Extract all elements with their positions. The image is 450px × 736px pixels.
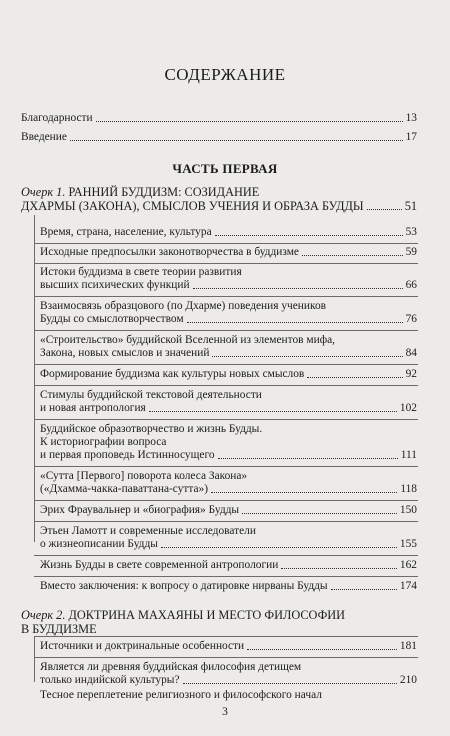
entry-text: («Дхамма-чакка-паваттана-сутта») (40, 483, 209, 495)
toc-subentry[interactable] (40, 389, 417, 415)
entry-text: Эрих Фраувальнер и «биография» Будды (40, 504, 240, 516)
essay-title-line-1: РАННИЙ БУДДИЗМ: СОЗИДАНИЕ (68, 185, 260, 199)
entry-page: 59 (405, 246, 417, 258)
entry-text: Источники и доктринальные особенности (40, 640, 245, 652)
leader-dots (281, 568, 397, 569)
essay-heading-2[interactable] (21, 608, 417, 636)
entry-text: высших психических функций (40, 279, 190, 291)
leader-dots (331, 589, 397, 590)
toc-entry-introduction[interactable] (21, 131, 417, 144)
leader-dots (96, 121, 403, 122)
leader-dots (211, 492, 397, 493)
toc-subentry[interactable] (40, 423, 417, 462)
divider (34, 385, 418, 386)
divider (34, 466, 418, 467)
leader-dots (149, 411, 397, 412)
leader-dots (218, 458, 398, 459)
entry-page: 150 (399, 504, 417, 516)
entry-text: только индийской культуры? (40, 674, 180, 686)
leader-dots (215, 235, 403, 236)
toc-subentry[interactable] (40, 689, 417, 702)
entry-text: Жизнь Будды в свете современной антропологии (40, 559, 279, 571)
toc-entry-acknowledgements[interactable] (21, 112, 417, 125)
divider (34, 364, 418, 365)
entry-text: Взаимосвязь образцового (по Дхарме) поведения учеников (40, 300, 327, 312)
essay-title-line-1: ДОКТРИНА МАХАЯНЫ И МЕСТО ФИЛОСОФИИ (68, 608, 346, 622)
entry-text: Тесное переплетение религиозного и философского начал (40, 689, 322, 701)
leader-dots (187, 322, 403, 323)
essay-page: 51 (404, 199, 417, 213)
divider (34, 636, 418, 637)
leader-dots (367, 209, 402, 210)
entry-page: 53 (405, 226, 417, 238)
toc-subentry[interactable] (40, 226, 417, 239)
divider (34, 243, 418, 244)
leader-dots (183, 683, 397, 684)
entry-page: 13 (405, 112, 417, 124)
toc-subentry[interactable] (40, 334, 417, 360)
leader-dots (70, 140, 403, 141)
toc-subentry[interactable] (40, 559, 417, 572)
entry-text: Введение (21, 131, 67, 143)
leader-dots (161, 547, 397, 548)
entry-page: 118 (400, 483, 417, 495)
entry-page: 92 (405, 368, 417, 380)
leader-dots (212, 356, 402, 357)
entry-page: 76 (405, 313, 417, 325)
divider (34, 657, 418, 658)
section-bracket (34, 215, 35, 542)
toc-subentry[interactable] (40, 246, 417, 259)
divider (34, 419, 418, 420)
entry-text: Время, страна, население, культура (40, 226, 212, 238)
entry-text: Вместо заключения: к вопросу о датировке нирваны Будды (40, 580, 328, 592)
entry-page: 155 (399, 538, 417, 550)
toc-subentry[interactable] (40, 661, 417, 687)
divider (34, 576, 418, 577)
divider (34, 330, 418, 331)
toc-subentry[interactable] (40, 368, 417, 381)
entry-text: Формирование буддизма как культуры новых смыслов (40, 368, 305, 380)
essay-label: Очерк 2. (21, 608, 66, 622)
entry-page: 84 (405, 347, 417, 359)
section-bracket (34, 636, 35, 682)
leader-dots (242, 513, 397, 514)
entry-text: К историографии вопроса (40, 436, 167, 448)
essay-heading-1[interactable] (21, 185, 417, 213)
toc-subentry[interactable] (40, 580, 417, 593)
entry-page: 210 (399, 674, 417, 686)
entry-text: Стимулы буддийской текстовой деятельности (40, 389, 262, 401)
essay-title-line-2: ДХАРМЫ (ЗАКОНА), СМЫСЛОВ УЧЕНИЯ И ОБРАЗА БУДДЫ (21, 199, 364, 213)
entry-text: Этьен Ламотт и современные исследователи (40, 525, 256, 537)
divider (34, 500, 418, 501)
entry-text: «Строительство» буддийской Вселенной из элементов мифа, (40, 334, 335, 346)
entry-text: Буддийское образотворчество и жизнь Будды. (40, 423, 263, 435)
leader-dots (307, 377, 402, 378)
entry-page: 162 (399, 559, 417, 571)
toc-subentry[interactable] (40, 470, 417, 496)
entry-text: Закона, новых смыслов и значений (40, 347, 210, 359)
page-number: 3 (222, 706, 228, 718)
entry-text: и первая проповедь Истинносущего (40, 449, 215, 461)
toc-subentry[interactable] (40, 525, 417, 551)
page-title: СОДЕРЖАНИЕ (164, 65, 286, 84)
entry-text: Будды со смыслотворчеством (40, 313, 184, 325)
toc-subentry[interactable] (40, 300, 417, 326)
toc-subentry[interactable] (40, 266, 417, 292)
entry-text: Благодарности (21, 112, 93, 124)
entry-page: 111 (400, 449, 417, 461)
divider (34, 263, 418, 264)
toc-subentry[interactable] (40, 504, 417, 517)
entry-text: Исходные предпосылки законотворчества в буддизме (40, 246, 299, 258)
leader-dots (302, 255, 403, 256)
entry-page: 181 (399, 640, 417, 652)
essay-title-line-2: В БУДДИЗМЕ (21, 622, 97, 636)
divider (34, 296, 418, 297)
divider (34, 555, 418, 556)
leader-dots (247, 649, 397, 650)
essay-label: Очерк 1. (21, 185, 66, 199)
part-title: ЧАСТЬ ПЕРВАЯ (172, 161, 278, 176)
entry-text: «Сутта [Первого] поворота колеса Закона» (40, 470, 248, 482)
entry-text: о жизнеописании Будды (40, 538, 158, 550)
leader-dots (193, 288, 403, 289)
entry-text: и новая антропология (40, 402, 146, 414)
entry-text: Является ли древняя буддийская философия детищем (40, 661, 302, 673)
entry-page: 66 (405, 279, 417, 291)
entry-page: 17 (405, 131, 417, 143)
entry-page: 102 (399, 402, 417, 414)
toc-subentry[interactable] (40, 640, 417, 653)
entry-page: 174 (399, 580, 417, 592)
entry-text: Истоки буддизма в свете теории развития (40, 266, 242, 278)
divider (34, 521, 418, 522)
